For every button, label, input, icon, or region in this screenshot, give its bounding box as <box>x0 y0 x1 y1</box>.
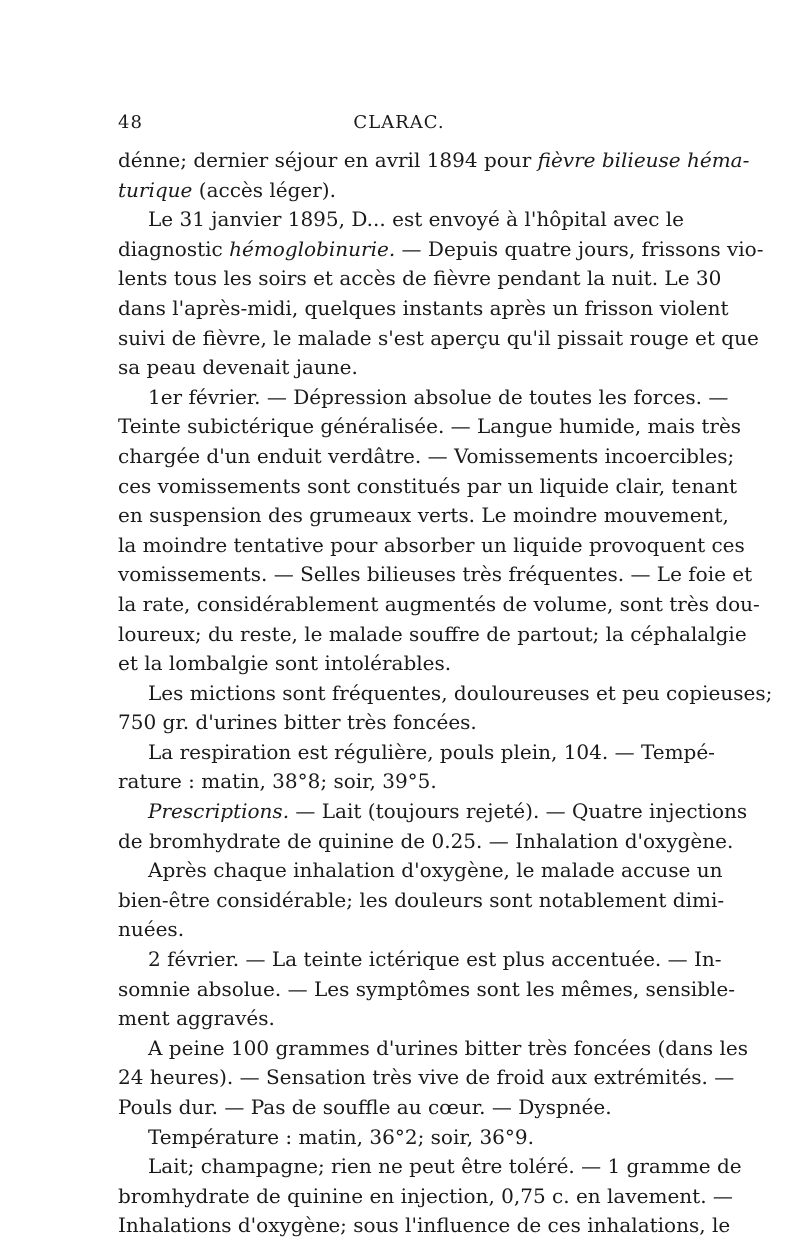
text-line <box>118 205 685 235</box>
text-line <box>118 945 722 975</box>
text-run: Après chaque inhalation d'oxygène, le malade accuse un <box>148 858 723 883</box>
text-line <box>118 1063 735 1093</box>
text-line <box>118 649 680 679</box>
text-run: ment aggravés. <box>118 1006 275 1031</box>
text-run: La respiration est régulière, pouls plein, 104. — Tempé- <box>148 739 715 764</box>
text-run: ces vomissements sont constitués par un liquide clair, tenant <box>118 473 738 498</box>
text-run: Lait; champagne; rien ne peut être toléré. — 1 gramme de <box>148 1154 742 1179</box>
text-run: Le 31 janvier 1895, D... est envoyé à l'hôpital avec le <box>148 207 685 232</box>
text-run: la moindre tentative pour absorber un liquide provoquent ces <box>118 532 745 557</box>
text-line <box>118 560 753 590</box>
running-header <box>118 112 680 138</box>
body-text <box>118 146 773 1241</box>
italic-text: hémoglobinurie. <box>229 236 396 261</box>
text-run: suivi de fièvre, le malade s'est aperçu qu'il pissait rouge et que <box>118 325 759 350</box>
text-line <box>118 856 723 886</box>
text-run: — Lait (toujours rejeté). — Quatre injections <box>289 799 748 824</box>
text-run: 750 gr. d'urines bitter très foncées. <box>118 710 477 735</box>
text-run: diagnostic <box>118 236 230 261</box>
text-line <box>118 294 729 324</box>
text-line <box>118 797 748 827</box>
text-line <box>118 915 680 945</box>
italic-text: fièvre bilieuse héma- <box>537 148 750 172</box>
text-line <box>118 472 738 502</box>
text-run: somnie absolue. — Les symptômes sont les mêmes, sensible- <box>118 976 735 1001</box>
text-run: loureux; du reste, le malade souffre de partout; la céphalalgie <box>118 621 747 646</box>
text-line <box>118 264 722 294</box>
text-run: dans l'après-midi, quelques instants après un frisson violent <box>118 295 729 320</box>
text-line <box>118 738 715 768</box>
text-run: nuées. <box>118 917 185 942</box>
text-line <box>118 620 747 650</box>
text-run: 1er février. — Dépression absolue de toutes les forces. — <box>148 384 729 409</box>
text-line <box>118 412 742 442</box>
text-line <box>118 235 764 265</box>
text-run: Teinte subictérique généralisée. — Langue humide, mais très <box>118 414 742 439</box>
text-run: Les mictions sont fréquentes, douloureuses et peu copieuses; <box>148 680 773 705</box>
italic-text: Prescriptions. <box>148 799 290 824</box>
text-line <box>118 679 773 709</box>
text-run: de bromhydrate de quinine de 0.25. — Inhalation d'oxygène. <box>118 828 734 853</box>
text-run: 24 heures). — Sensation très vive de froid aux extrémités. — <box>118 1065 735 1090</box>
text-run: A peine 100 grammes d'urines bitter très foncées (dans les <box>148 1035 749 1060</box>
text-run: chargée d'un enduit verdâtre. — Vomissements incoercibles; <box>118 443 735 468</box>
text-run: la rate, considérablement augmentés de volume, sont très dou- <box>118 591 760 616</box>
text-line <box>118 975 735 1005</box>
text-line <box>118 1034 749 1064</box>
text-run: Inhalations d'oxygène; sous l'influence de ces inhalations, le <box>118 1213 731 1238</box>
text-line <box>118 353 680 383</box>
text-line <box>118 324 759 354</box>
text-run: 2 février. — La teinte ictérique est plus accentuée. — In- <box>148 947 722 972</box>
page-number: 48 <box>118 112 143 133</box>
text-line <box>118 1211 731 1241</box>
text-line <box>118 383 729 413</box>
text-line <box>118 501 729 531</box>
text-run: rature : matin, 38°8; soir, 39°5. <box>118 769 437 794</box>
text-run: Température : matin, 36°2; soir, 36°9. <box>148 1124 534 1149</box>
text-line <box>118 146 750 176</box>
text-run: — Depuis quatre jours, frissons vio- <box>395 236 764 261</box>
text-run: (accès léger). <box>192 177 336 202</box>
text-line <box>118 176 680 206</box>
text-run: sa peau devenait jaune. <box>118 355 358 380</box>
italic-text: turique <box>118 177 193 202</box>
text-line <box>118 1123 680 1153</box>
text-run: et la lombalgie sont intolérables. <box>118 651 452 676</box>
text-line <box>118 827 734 857</box>
text-line <box>118 1004 680 1034</box>
text-run: bien-être considérable; les douleurs sont notablement dimi- <box>118 887 725 912</box>
text-line <box>118 590 760 620</box>
text-line <box>118 767 680 797</box>
text-line <box>118 708 680 738</box>
text-line <box>118 886 725 916</box>
text-run: lents tous les soirs et accès de fièvre pendant la nuit. Le 30 <box>118 266 722 291</box>
text-run: bromhydrate de quinine en injection, 0,75 c. en lavement. — <box>118 1183 733 1208</box>
text-run: dénne; dernier séjour en avril 1894 pour <box>118 148 538 172</box>
text-line <box>118 442 735 472</box>
running-title: CLARAC. <box>353 112 445 133</box>
text-line <box>118 531 745 561</box>
text-run: vomissements. — Selles bilieuses très fréquentes. — Le foie et <box>118 562 753 587</box>
text-run: en suspension des grumeaux verts. Le moindre mouvement, <box>118 503 729 528</box>
text-line <box>118 1152 742 1182</box>
text-run: Pouls dur. — Pas de souffle au cœur. — Dyspnée. <box>118 1095 612 1119</box>
text-line <box>118 1093 680 1123</box>
text-line <box>118 1182 733 1212</box>
